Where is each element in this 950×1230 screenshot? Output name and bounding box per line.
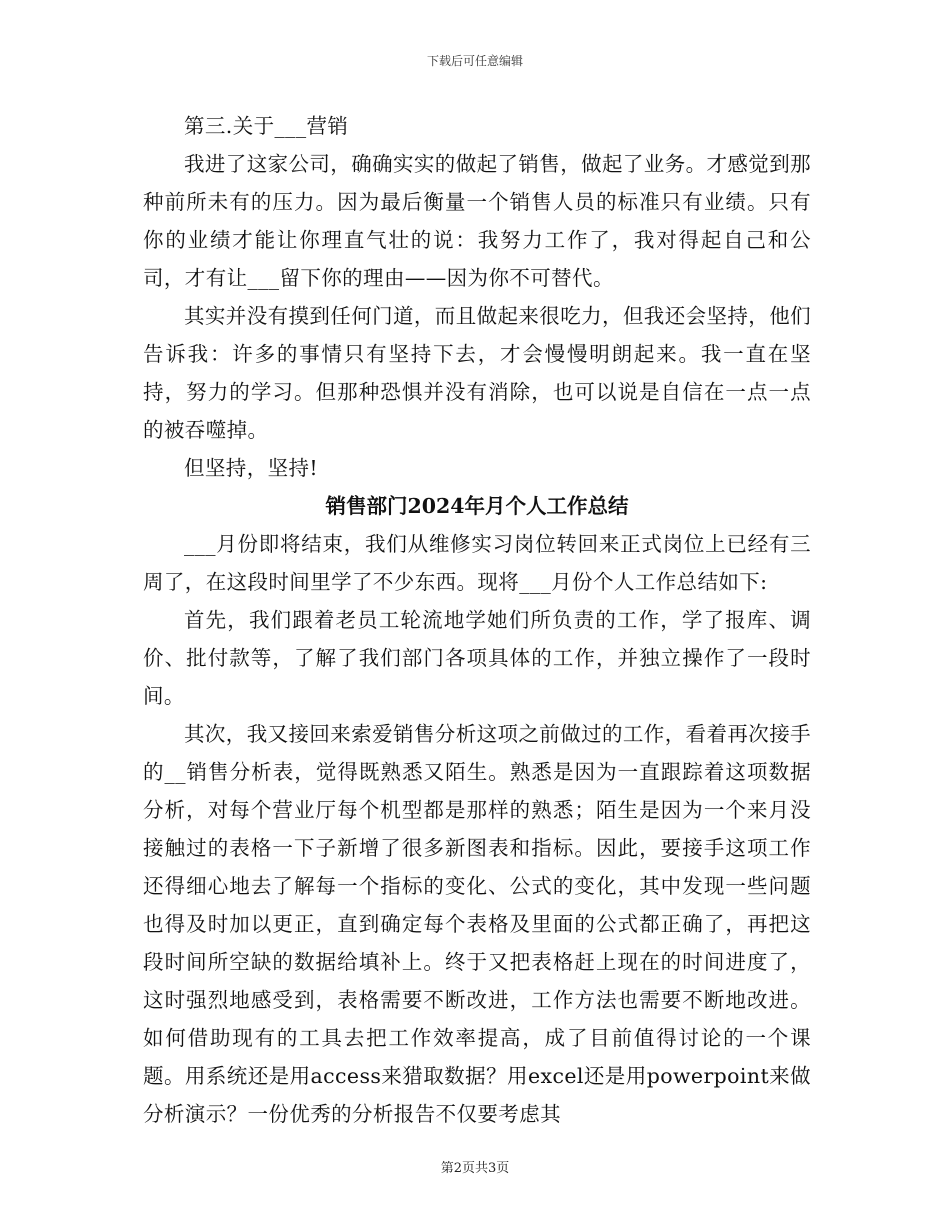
page-header: 下载后可任意编辑 bbox=[426, 54, 523, 68]
paragraph: 首先，我们跟着老员工轮流地学她们所负责的工作，学了报库、调价、批付款等，了解了我们部门各项具体的工作，并独立操作了一段时间。 bbox=[143, 608, 811, 708]
page-footer: 第2页共3页 bbox=[440, 1161, 510, 1176]
document-title: 销售部门2024年月个人工作总结 bbox=[325, 494, 629, 518]
document-body bbox=[143, 107, 811, 1133]
paragraph: 其实并没有摸到任何门道，而且做起来很吃力，但我还会坚持，他们告诉我：许多的事情只有坚持下去，才会慢慢明朗起来。我一直在坚持，努力的学习。但那种恐惧并没有消除，也可以说是自信在一点一点的被吞噬掉。 bbox=[143, 304, 811, 442]
paragraph: 但坚持，坚持! bbox=[184, 456, 319, 480]
paragraph: 其次，我又接回来索爱销售分析这项之前做过的工作，看着再次接手的__销售分析表，觉得既熟悉又陌生。熟悉是因为一直跟踪着这项数据分析，对每个营业厅每个机型都是那样的熟悉；陌生是因为一个来月没接触过的表格一下子新增了很多新图表和指标。因此，要接手这项工作还得细心地去了解每一个指标的变化、公式的变化，其中发现一些问题也得及时加以更正，直到确定每个表格及里面的公式都正确了，再把这段时间所空缺的数据给填补上。终于又把表格赶上现在的时间进度了，这时强烈地感受到，表格需要不断改进，工作方法也需要不断地改进。如何借助现有的工具去把工作效率提高，成了目前值得讨论的一个课题。用系统还是用access来猎取数据？用excel还是用powerpoint来做分析演示？一份优秀的分析报告不仅要考虑其 bbox=[143, 722, 811, 1126]
section-heading: 第三.关于___营销 bbox=[184, 114, 349, 138]
paragraph: 我进了这家公司，确确实实的做起了销售，做起了业务。才感觉到那种前所未有的压力。因为最后衡量一个销售人员的标准只有业绩。只有你的业绩才能让你理直气壮的说：我努力工作了，我对得起自己和公司，才有让___留下你的理由——因为你不可替代。 bbox=[143, 152, 811, 290]
paragraph: ___月份即将结束，我们从维修实习岗位转回来正式岗位上已经有三周了，在这段时间里学了不少东西。现将___月份个人工作总结如下: bbox=[143, 532, 811, 594]
